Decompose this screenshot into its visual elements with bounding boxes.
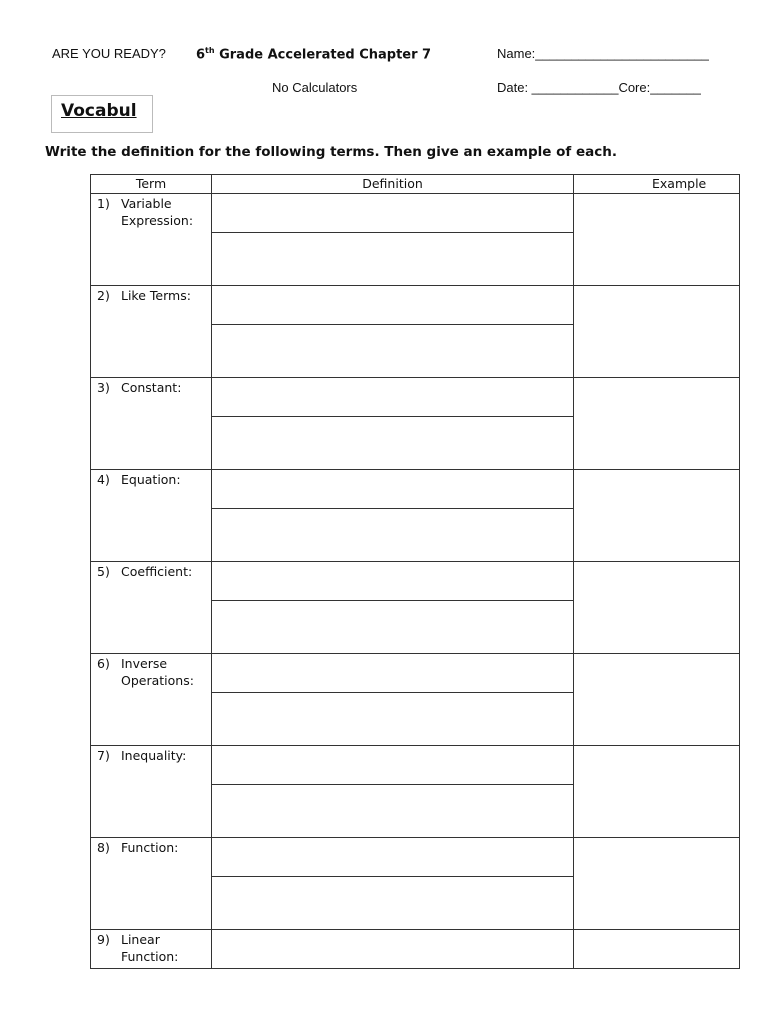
definition-cell-bottom[interactable]: [212, 509, 574, 562]
title-rest: Grade Accelerated Chapter 7: [214, 47, 432, 63]
term-text: [121, 195, 193, 229]
term-cell: [91, 562, 212, 654]
vocabulary-table: [90, 174, 740, 969]
term-line-1: Constant:: [121, 380, 182, 395]
table-row: [91, 930, 740, 969]
example-cell[interactable]: [574, 378, 740, 470]
term-text: [121, 747, 186, 764]
term-number: 3): [97, 380, 110, 395]
definition-cell-top[interactable]: [212, 654, 574, 693]
definition-cell-bottom[interactable]: [212, 877, 574, 930]
example-cell[interactable]: [574, 286, 740, 378]
table-row: [91, 838, 740, 877]
term-cell: [91, 746, 212, 838]
term-cell: [91, 470, 212, 562]
term-number: 4): [97, 472, 110, 487]
term-number: 6): [97, 656, 110, 671]
name-field[interactable]: Name:________________________: [497, 46, 709, 61]
term-text: [121, 471, 181, 488]
vocabulary-heading: Vocabul: [51, 95, 153, 133]
term-number: 8): [97, 840, 110, 855]
term-cell: [91, 378, 212, 470]
definition-cell-bottom[interactable]: [212, 325, 574, 378]
table-row: [91, 562, 740, 601]
definition-cell[interactable]: [212, 930, 574, 969]
term-line-1: Equation:: [121, 472, 181, 487]
term-cell: [91, 838, 212, 930]
term-cell: [91, 194, 212, 286]
term-number: 1): [97, 196, 110, 211]
example-cell[interactable]: [574, 470, 740, 562]
definition-cell-top[interactable]: [212, 746, 574, 785]
worksheet-title: [196, 46, 431, 62]
term-number: 7): [97, 748, 110, 763]
table-row: [91, 470, 740, 509]
date-core-field[interactable]: Date: ____________Core:_______: [497, 80, 701, 95]
example-cell[interactable]: [574, 930, 740, 969]
example-cell[interactable]: [574, 194, 740, 286]
term-line-1: Inverse: [121, 656, 168, 671]
term-cell: [91, 930, 212, 969]
term-line-1: Linear: [121, 932, 160, 947]
term-text: [121, 839, 178, 856]
ready-label: ARE YOU READY?: [52, 46, 166, 61]
example-cell[interactable]: [574, 562, 740, 654]
term-line-1: Like Terms:: [121, 288, 191, 303]
table-row: [91, 194, 740, 233]
table-header-row: [91, 175, 740, 194]
definition-cell-top[interactable]: [212, 286, 574, 325]
term-text: [121, 931, 178, 965]
term-text: [121, 563, 192, 580]
term-cell: [91, 654, 212, 746]
table-row: [91, 746, 740, 785]
term-text: [121, 379, 181, 396]
term-line-2: Expression:: [121, 213, 194, 228]
term-line-2: Function:: [121, 949, 179, 964]
example-cell[interactable]: [574, 838, 740, 930]
example-cell[interactable]: [574, 654, 740, 746]
table-row: [91, 286, 740, 325]
table-row: [91, 378, 740, 417]
header-definition: Definition: [212, 175, 574, 194]
header-term: Term: [91, 175, 212, 194]
definition-cell-top[interactable]: [212, 562, 574, 601]
title-superscript: th: [205, 46, 215, 55]
no-calculators-note: No Calculators: [272, 80, 358, 95]
term-number: 2): [97, 288, 110, 303]
term-cell: [91, 286, 212, 378]
definition-cell-top[interactable]: [212, 470, 574, 509]
definition-cell-bottom[interactable]: [212, 785, 574, 838]
instructions: Write the definition for the following terms. Then give an example of each.: [45, 144, 617, 160]
term-number: 5): [97, 564, 110, 579]
table-row: [91, 654, 740, 693]
term-line-1: Coefficient:: [121, 564, 193, 579]
example-cell[interactable]: [574, 746, 740, 838]
definition-cell-top[interactable]: [212, 194, 574, 233]
definition-cell-bottom[interactable]: [212, 601, 574, 654]
definition-cell-bottom[interactable]: [212, 693, 574, 746]
definition-cell-bottom[interactable]: [212, 233, 574, 286]
term-line-2: Operations:: [121, 673, 194, 688]
term-line-1: Inequality:: [121, 748, 187, 763]
definition-cell-bottom[interactable]: [212, 417, 574, 470]
term-number: 9): [97, 932, 110, 947]
definition-cell-top[interactable]: [212, 838, 574, 877]
term-line-1: Function:: [121, 840, 179, 855]
definition-cell-top[interactable]: [212, 378, 574, 417]
term-text: [121, 655, 194, 689]
term-text: [121, 287, 191, 304]
term-line-1: Variable: [121, 196, 172, 211]
title-grade: 6: [196, 47, 206, 63]
header-example: Example: [574, 175, 740, 194]
